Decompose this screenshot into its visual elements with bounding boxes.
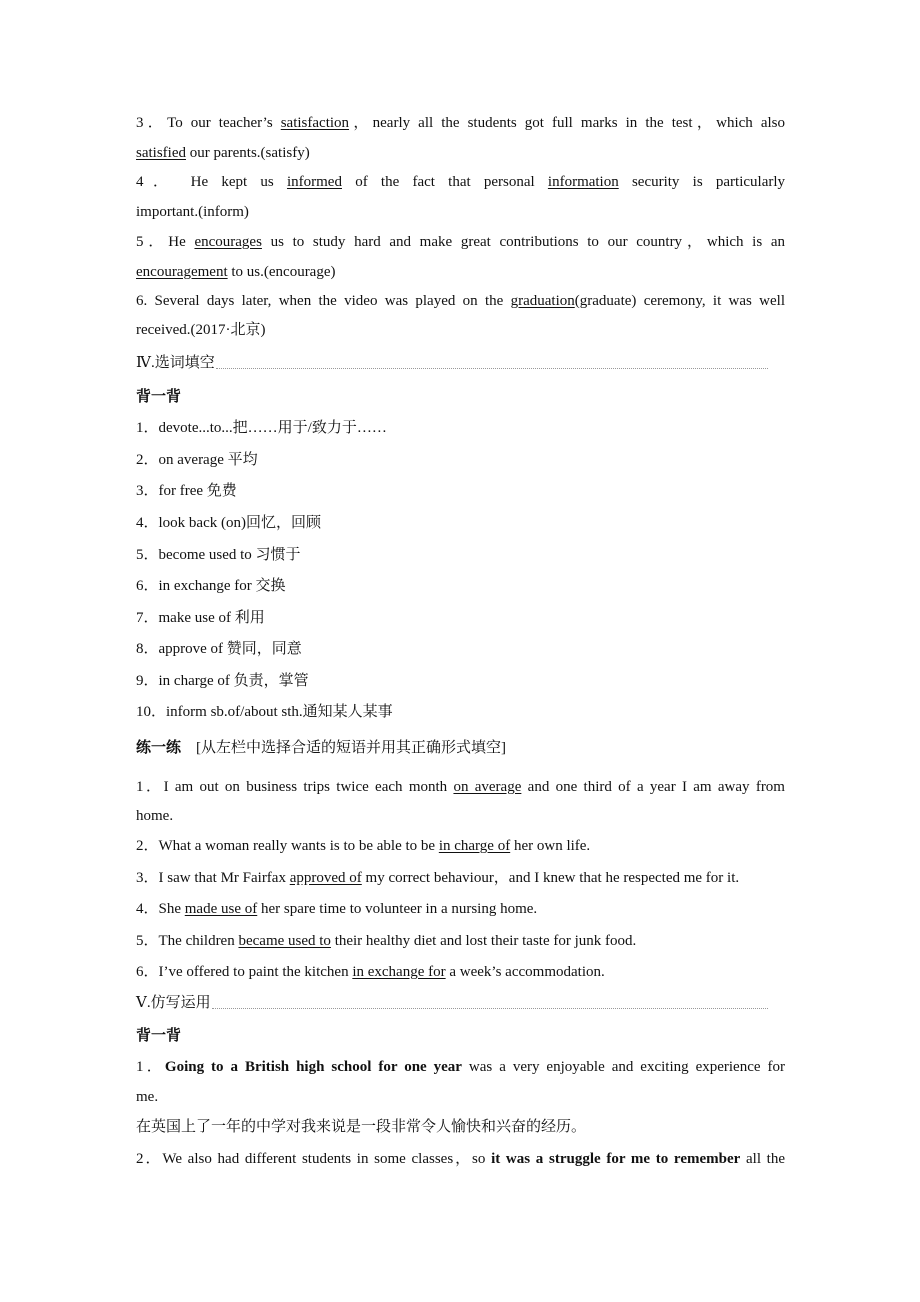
text: 2．What a woman really wants is to be able to be (136, 838, 439, 854)
text-line (136, 544, 785, 566)
answer-blank: encouragement (136, 264, 228, 280)
text: a week’s accommodation. (445, 964, 605, 980)
bold-text: Going to a British high school for one year (164, 1059, 462, 1075)
text: 5．He (136, 234, 195, 250)
text: ，nearly all the students got full marks in the test，which also (349, 115, 785, 131)
text-line (136, 480, 785, 502)
section-heading (136, 992, 768, 1014)
text: to us.(encourage) (227, 264, 336, 280)
answer-blank: information (547, 174, 619, 190)
text-line (136, 670, 785, 692)
text: 2．We also had different students in some classes，so (136, 1151, 492, 1167)
text-line (136, 386, 785, 408)
text: home. (136, 808, 174, 824)
text: and one third of a year I am away from (521, 779, 785, 795)
text-line (136, 290, 785, 312)
text-line (136, 231, 785, 253)
text: us to study hard and make great contributions to our country，which is an (261, 234, 785, 250)
text: important.(inform) (136, 204, 249, 220)
text: 6. Several days later, when the video was played on the (136, 293, 511, 309)
bold-text: 背一背 (136, 1028, 182, 1044)
text: was a very enjoyable and exciting experience for (461, 1059, 785, 1075)
text-line (136, 737, 785, 759)
text-line (136, 319, 785, 341)
answer-blank: satisfaction (280, 115, 350, 131)
text: 4．look back (on)回忆，回顾 (136, 515, 321, 531)
text-line (136, 261, 785, 283)
text-line (136, 638, 785, 660)
text-line (136, 898, 785, 920)
answer-blank: approved of (289, 870, 362, 886)
bold-text: 练一练 (136, 740, 182, 756)
text: her own life. (510, 838, 591, 854)
text: their healthy diet and lost their taste for junk food. (330, 933, 637, 949)
text-line (136, 1148, 785, 1170)
text: 2．on average 平均 (136, 452, 258, 468)
answer-blank: became used to (238, 933, 331, 949)
text: received.(2017·北京) (136, 322, 266, 338)
text-line (136, 701, 785, 723)
text-line (136, 835, 785, 857)
text: 3．To our teacher’s (136, 115, 281, 131)
text: 7．make use of 利用 (136, 610, 265, 626)
text-line (136, 1086, 785, 1108)
bold-text: it was a struggle for me to remember (491, 1151, 741, 1167)
text-line (136, 142, 785, 164)
text: 3．I saw that Mr Fairfax (136, 870, 290, 886)
text-line (136, 112, 785, 134)
text-line (136, 867, 785, 889)
text: our parents.(satisfy) (186, 145, 310, 161)
text-line (136, 575, 785, 597)
text: my correct behaviour，and I knew that he respected me for it. (361, 870, 740, 886)
text-line (136, 449, 785, 471)
text-line (136, 776, 785, 798)
answer-blank: in charge of (438, 838, 511, 854)
text-line (136, 171, 785, 193)
text-line (136, 1025, 785, 1047)
text: 1．devote...to...把……用于/致力于…… (136, 420, 387, 436)
section-heading (136, 352, 768, 374)
text-line (136, 417, 785, 439)
text: Ⅴ.仿写运用 (136, 995, 211, 1011)
text: her spare time to volunteer in a nursing home. (257, 901, 538, 917)
text: all the (740, 1151, 785, 1167)
text: 3．for free 免费 (136, 483, 237, 499)
answer-blank: in exchange for (352, 964, 446, 980)
text-line (136, 607, 785, 629)
text: 4． He kept us (136, 174, 287, 190)
text-line (136, 930, 785, 952)
answer-blank: encourages (194, 234, 262, 250)
answer-blank: made use of (184, 901, 258, 917)
text: (graduate) ceremony, it was well (574, 293, 785, 309)
text-line (136, 1116, 785, 1138)
bold-text: 背一背 (136, 389, 182, 405)
text-line (136, 512, 785, 534)
dotted-rule (212, 1008, 768, 1009)
text: [从左栏中选择合适的短语并用其正确形式填空] (181, 740, 507, 756)
text: me. (136, 1089, 159, 1105)
text: 9．in charge of 负责，掌管 (136, 673, 309, 689)
text: 4．She (136, 901, 185, 917)
answer-blank: informed (286, 174, 342, 190)
answer-blank: graduation (510, 293, 575, 309)
answer-blank: on average (453, 779, 522, 795)
text: 5．become used to 习惯于 (136, 547, 301, 563)
text: 1．I am out on business trips twice each month (136, 779, 454, 795)
text: 在英国上了一年的中学对我来说是一段非常令人愉快和兴奋的经历。 (136, 1119, 587, 1135)
answer-blank: satisfied (136, 145, 186, 161)
text: 6．I’ve offered to paint the kitchen (136, 964, 353, 980)
text-line (136, 961, 785, 983)
text: of the fact that personal (341, 174, 548, 190)
text-line (136, 805, 785, 827)
text: 1． (136, 1059, 165, 1075)
text-line (136, 201, 785, 223)
text: security is particularly (618, 174, 786, 190)
text: 10．inform sb.of/about sth.通知某人某事 (136, 704, 393, 720)
text: Ⅳ.选词填空 (136, 355, 215, 371)
text: 5．The children (136, 933, 239, 949)
text-line (136, 1056, 785, 1078)
dotted-rule (216, 368, 768, 369)
text: 8．approve of 赞同，同意 (136, 641, 302, 657)
text: 6．in exchange for 交换 (136, 578, 286, 594)
